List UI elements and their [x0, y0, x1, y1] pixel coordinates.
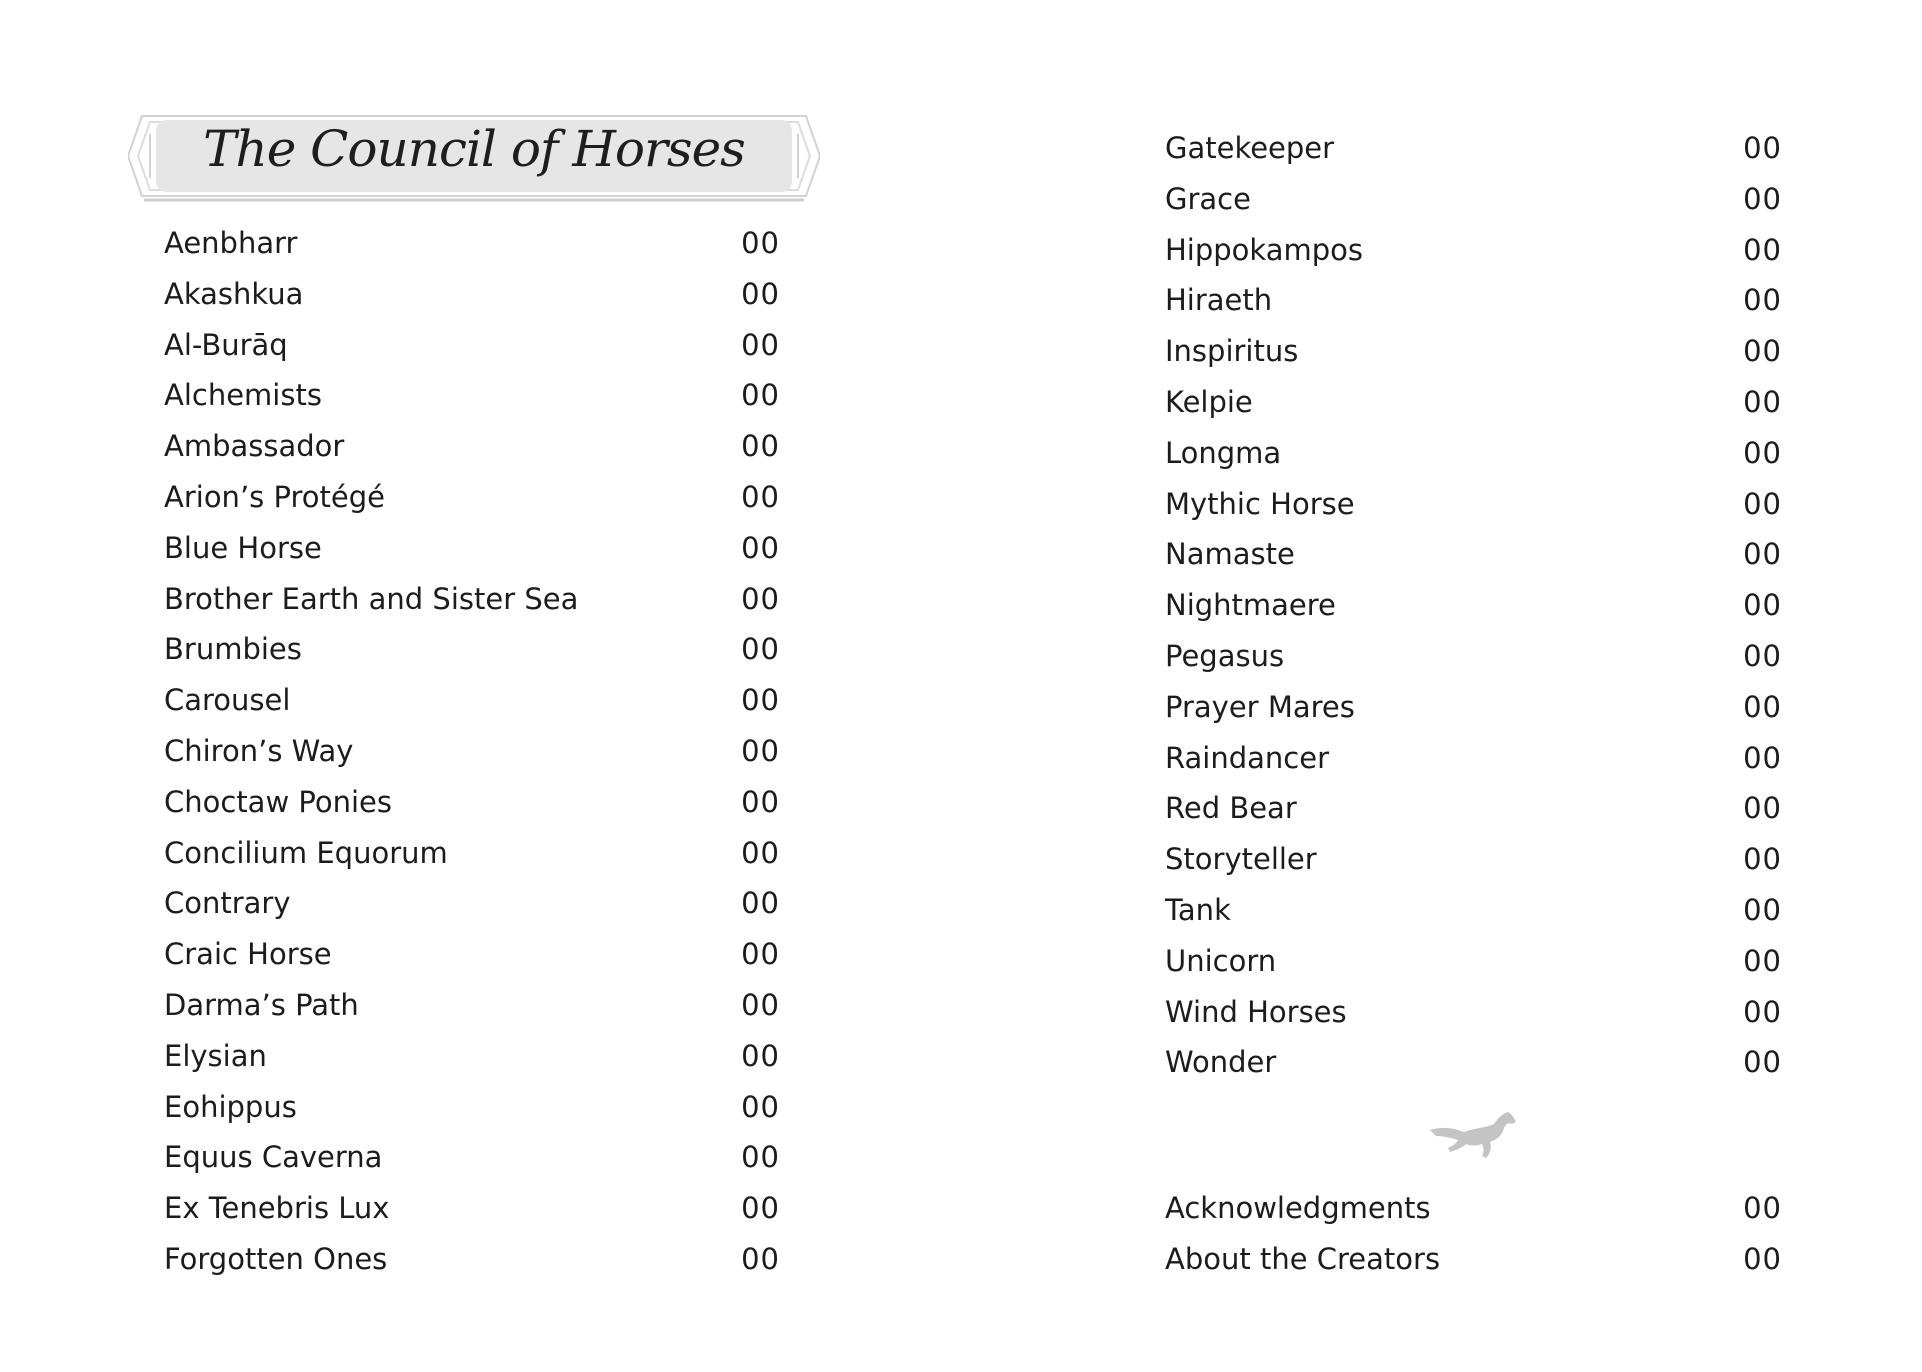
toc-entry-title: Acknowledgments [1165, 1191, 1431, 1225]
toc-entry-page-number: 00 [1743, 283, 1782, 318]
toc-entry-title: Ex Tenebris Lux [164, 1191, 390, 1226]
toc-entry[interactable] [1165, 893, 1782, 944]
toc-entry-page-number: 00 [741, 937, 780, 972]
toc-entry[interactable] [1165, 741, 1782, 792]
toc-entry-page-number: 00 [741, 479, 780, 514]
toc-entry[interactable] [164, 429, 780, 480]
toc-entry-page-number: 00 [1743, 181, 1782, 216]
toc-entry-title: Kelpie [1165, 384, 1253, 419]
toc-entry-title: Craic Horse [164, 937, 332, 972]
toc-entry[interactable] [1165, 842, 1782, 893]
toc-entry[interactable] [1165, 690, 1782, 741]
toc-entry[interactable] [1165, 1242, 1782, 1293]
toc-entry-page-number: 00 [741, 1089, 780, 1124]
toc-entry-title: Raindancer [1165, 740, 1329, 775]
toc-back-matter [1165, 1191, 1782, 1293]
toc-entry-page-number: 00 [741, 378, 780, 413]
toc-entry-title: Inspiritus [1165, 334, 1299, 369]
toc-entry-title: Forgotten Ones [164, 1241, 388, 1276]
toc-entry-page-number: 00 [1743, 740, 1782, 775]
toc-entry[interactable] [1165, 537, 1782, 588]
toc-entry[interactable] [164, 937, 780, 988]
toc-left-column [164, 226, 780, 1293]
toc-entry-page-number: 00 [1743, 689, 1782, 724]
toc-entry-page-number: 00 [741, 1191, 780, 1226]
toc-entry-page-number: 00 [1743, 638, 1782, 673]
toc-entry-title: Unicorn [1165, 943, 1277, 978]
toc-entry-title: Storyteller [1165, 842, 1317, 877]
toc-entry-page-number: 00 [741, 276, 780, 311]
toc-entry-page-number: 00 [1743, 334, 1782, 369]
toc-entry[interactable] [164, 785, 780, 836]
toc-entry[interactable] [1165, 233, 1782, 284]
toc-entry-page-number: 00 [741, 784, 780, 819]
toc-entry-title: Mythic Horse [1165, 486, 1355, 521]
toc-entry-title: Pegasus [1165, 638, 1285, 673]
toc-entry-title: About the Creators [1165, 1241, 1441, 1276]
toc-entry-page-number: 00 [741, 886, 780, 921]
toc-entry-title: Prayer Mares [1165, 689, 1355, 724]
toc-entry[interactable] [164, 277, 780, 328]
toc-entry[interactable] [1165, 588, 1782, 639]
toc-entry-page-number: 00 [1743, 842, 1782, 877]
toc-entry-page-number: 00 [1743, 994, 1782, 1029]
toc-entry[interactable] [164, 1242, 780, 1293]
toc-entry-page-number: 00 [741, 327, 780, 362]
toc-entry-page-number: 00 [1743, 791, 1782, 826]
toc-entry-page-number: 00 [1743, 232, 1782, 267]
running-horse-icon [1428, 1108, 1518, 1172]
toc-entry-title: Al-Burāq [164, 327, 288, 362]
toc-entry[interactable] [1165, 283, 1782, 334]
toc-entry[interactable] [164, 1140, 780, 1191]
toc-entry-title: Namaste [1165, 537, 1295, 572]
toc-entry-title: Arion’s Protégé [164, 479, 385, 514]
toc-entry[interactable] [1165, 385, 1782, 436]
toc-entry[interactable] [1165, 791, 1782, 842]
toc-entry[interactable] [164, 1039, 780, 1090]
toc-entry[interactable] [164, 886, 780, 937]
toc-entry-title: Wonder [1165, 1045, 1277, 1080]
toc-entry-title: Equus Caverna [164, 1140, 383, 1175]
toc-entry[interactable] [164, 1090, 780, 1141]
toc-entry-page-number: 00 [741, 835, 780, 870]
toc-entry[interactable] [164, 328, 780, 379]
toc-entry[interactable] [1165, 944, 1782, 995]
toc-entry-page-number: 00 [741, 1038, 780, 1073]
toc-entry-page-number: 00 [741, 987, 780, 1022]
toc-entry-title: Contrary [164, 886, 291, 921]
toc-right-column [1165, 131, 1782, 1096]
toc-entry[interactable] [1165, 487, 1782, 538]
toc-entry-page-number: 00 [1743, 588, 1782, 623]
toc-entry-title: Hiraeth [1165, 283, 1273, 318]
toc-entry-title: Alchemists [164, 378, 322, 413]
toc-entry-page-number: 00 [1743, 892, 1782, 927]
toc-entry-title: Red Bear [1165, 791, 1297, 826]
toc-entry[interactable] [164, 734, 780, 785]
toc-entry-page-number: 00 [741, 226, 780, 260]
toc-entry[interactable] [1165, 995, 1782, 1046]
toc-entry-title: Elysian [164, 1038, 267, 1073]
toc-entry-title: Eohippus [164, 1089, 297, 1124]
toc-entry[interactable] [1165, 131, 1782, 182]
toc-entry-page-number: 00 [1743, 131, 1782, 165]
toc-entry[interactable] [1165, 639, 1782, 690]
toc-entry-title: Brother Earth and Sister Sea [164, 581, 579, 616]
toc-entry-page-number: 00 [741, 581, 780, 616]
toc-entry-title: Hippokampos [1165, 232, 1363, 267]
toc-entry[interactable] [164, 531, 780, 582]
toc-entry-page-number: 00 [1743, 1241, 1782, 1276]
toc-entry-title: Choctaw Ponies [164, 784, 392, 819]
toc-entry[interactable] [164, 582, 780, 633]
section-title: The Council of Horses [203, 120, 745, 178]
toc-entry-title: Grace [1165, 181, 1251, 216]
toc-entry-page-number: 00 [1743, 537, 1782, 572]
toc-entry-title: Brumbies [164, 632, 302, 667]
toc-entry[interactable] [164, 632, 780, 683]
toc-entry-page-number: 00 [1743, 435, 1782, 470]
toc-entry-page-number: 00 [1743, 486, 1782, 521]
toc-entry[interactable] [164, 378, 780, 429]
section-title-banner [128, 106, 820, 206]
toc-entry-page-number: 00 [1743, 1191, 1782, 1225]
toc-entry-title: Longma [1165, 435, 1282, 470]
toc-entry-title: Ambassador [164, 429, 345, 464]
toc-entry[interactable] [164, 480, 780, 531]
toc-entry[interactable] [1165, 334, 1782, 385]
toc-entry-page-number: 00 [741, 733, 780, 768]
toc-entry-page-number: 00 [741, 1241, 780, 1276]
toc-entry-page-number: 00 [1743, 1045, 1782, 1080]
toc-entry[interactable] [164, 988, 780, 1039]
toc-entry-title: Tank [1165, 892, 1231, 927]
toc-entry[interactable] [1165, 182, 1782, 233]
toc-entry-page-number: 00 [741, 683, 780, 718]
toc-entry-title: Nightmaere [1165, 588, 1336, 623]
toc-entry-page-number: 00 [741, 632, 780, 667]
toc-entry-page-number: 00 [741, 429, 780, 464]
toc-entry[interactable] [164, 683, 780, 734]
toc-entry[interactable] [164, 836, 780, 887]
toc-entry-page-number: 00 [1743, 943, 1782, 978]
toc-entry-title: Blue Horse [164, 530, 322, 565]
toc-entry-title: Akashkua [164, 276, 304, 311]
toc-entry-page-number: 00 [741, 1140, 780, 1175]
toc-entry-title: Wind Horses [1165, 994, 1347, 1029]
toc-entry-title: Chiron’s Way [164, 733, 354, 768]
toc-entry[interactable] [1165, 1191, 1782, 1242]
toc-entry-title: Aenbharr [164, 226, 298, 260]
toc-entry-page-number: 00 [1743, 384, 1782, 419]
toc-entry-page-number: 00 [741, 530, 780, 565]
toc-entry-title: Carousel [164, 683, 291, 718]
toc-entry-title: Gatekeeper [1165, 131, 1335, 165]
toc-entry-title: Darma’s Path [164, 987, 359, 1022]
toc-entry[interactable] [1165, 1045, 1782, 1096]
toc-entry-title: Concilium Equorum [164, 835, 448, 870]
toc-entry[interactable] [164, 226, 780, 277]
toc-entry[interactable] [164, 1191, 780, 1242]
toc-entry[interactable] [1165, 436, 1782, 487]
